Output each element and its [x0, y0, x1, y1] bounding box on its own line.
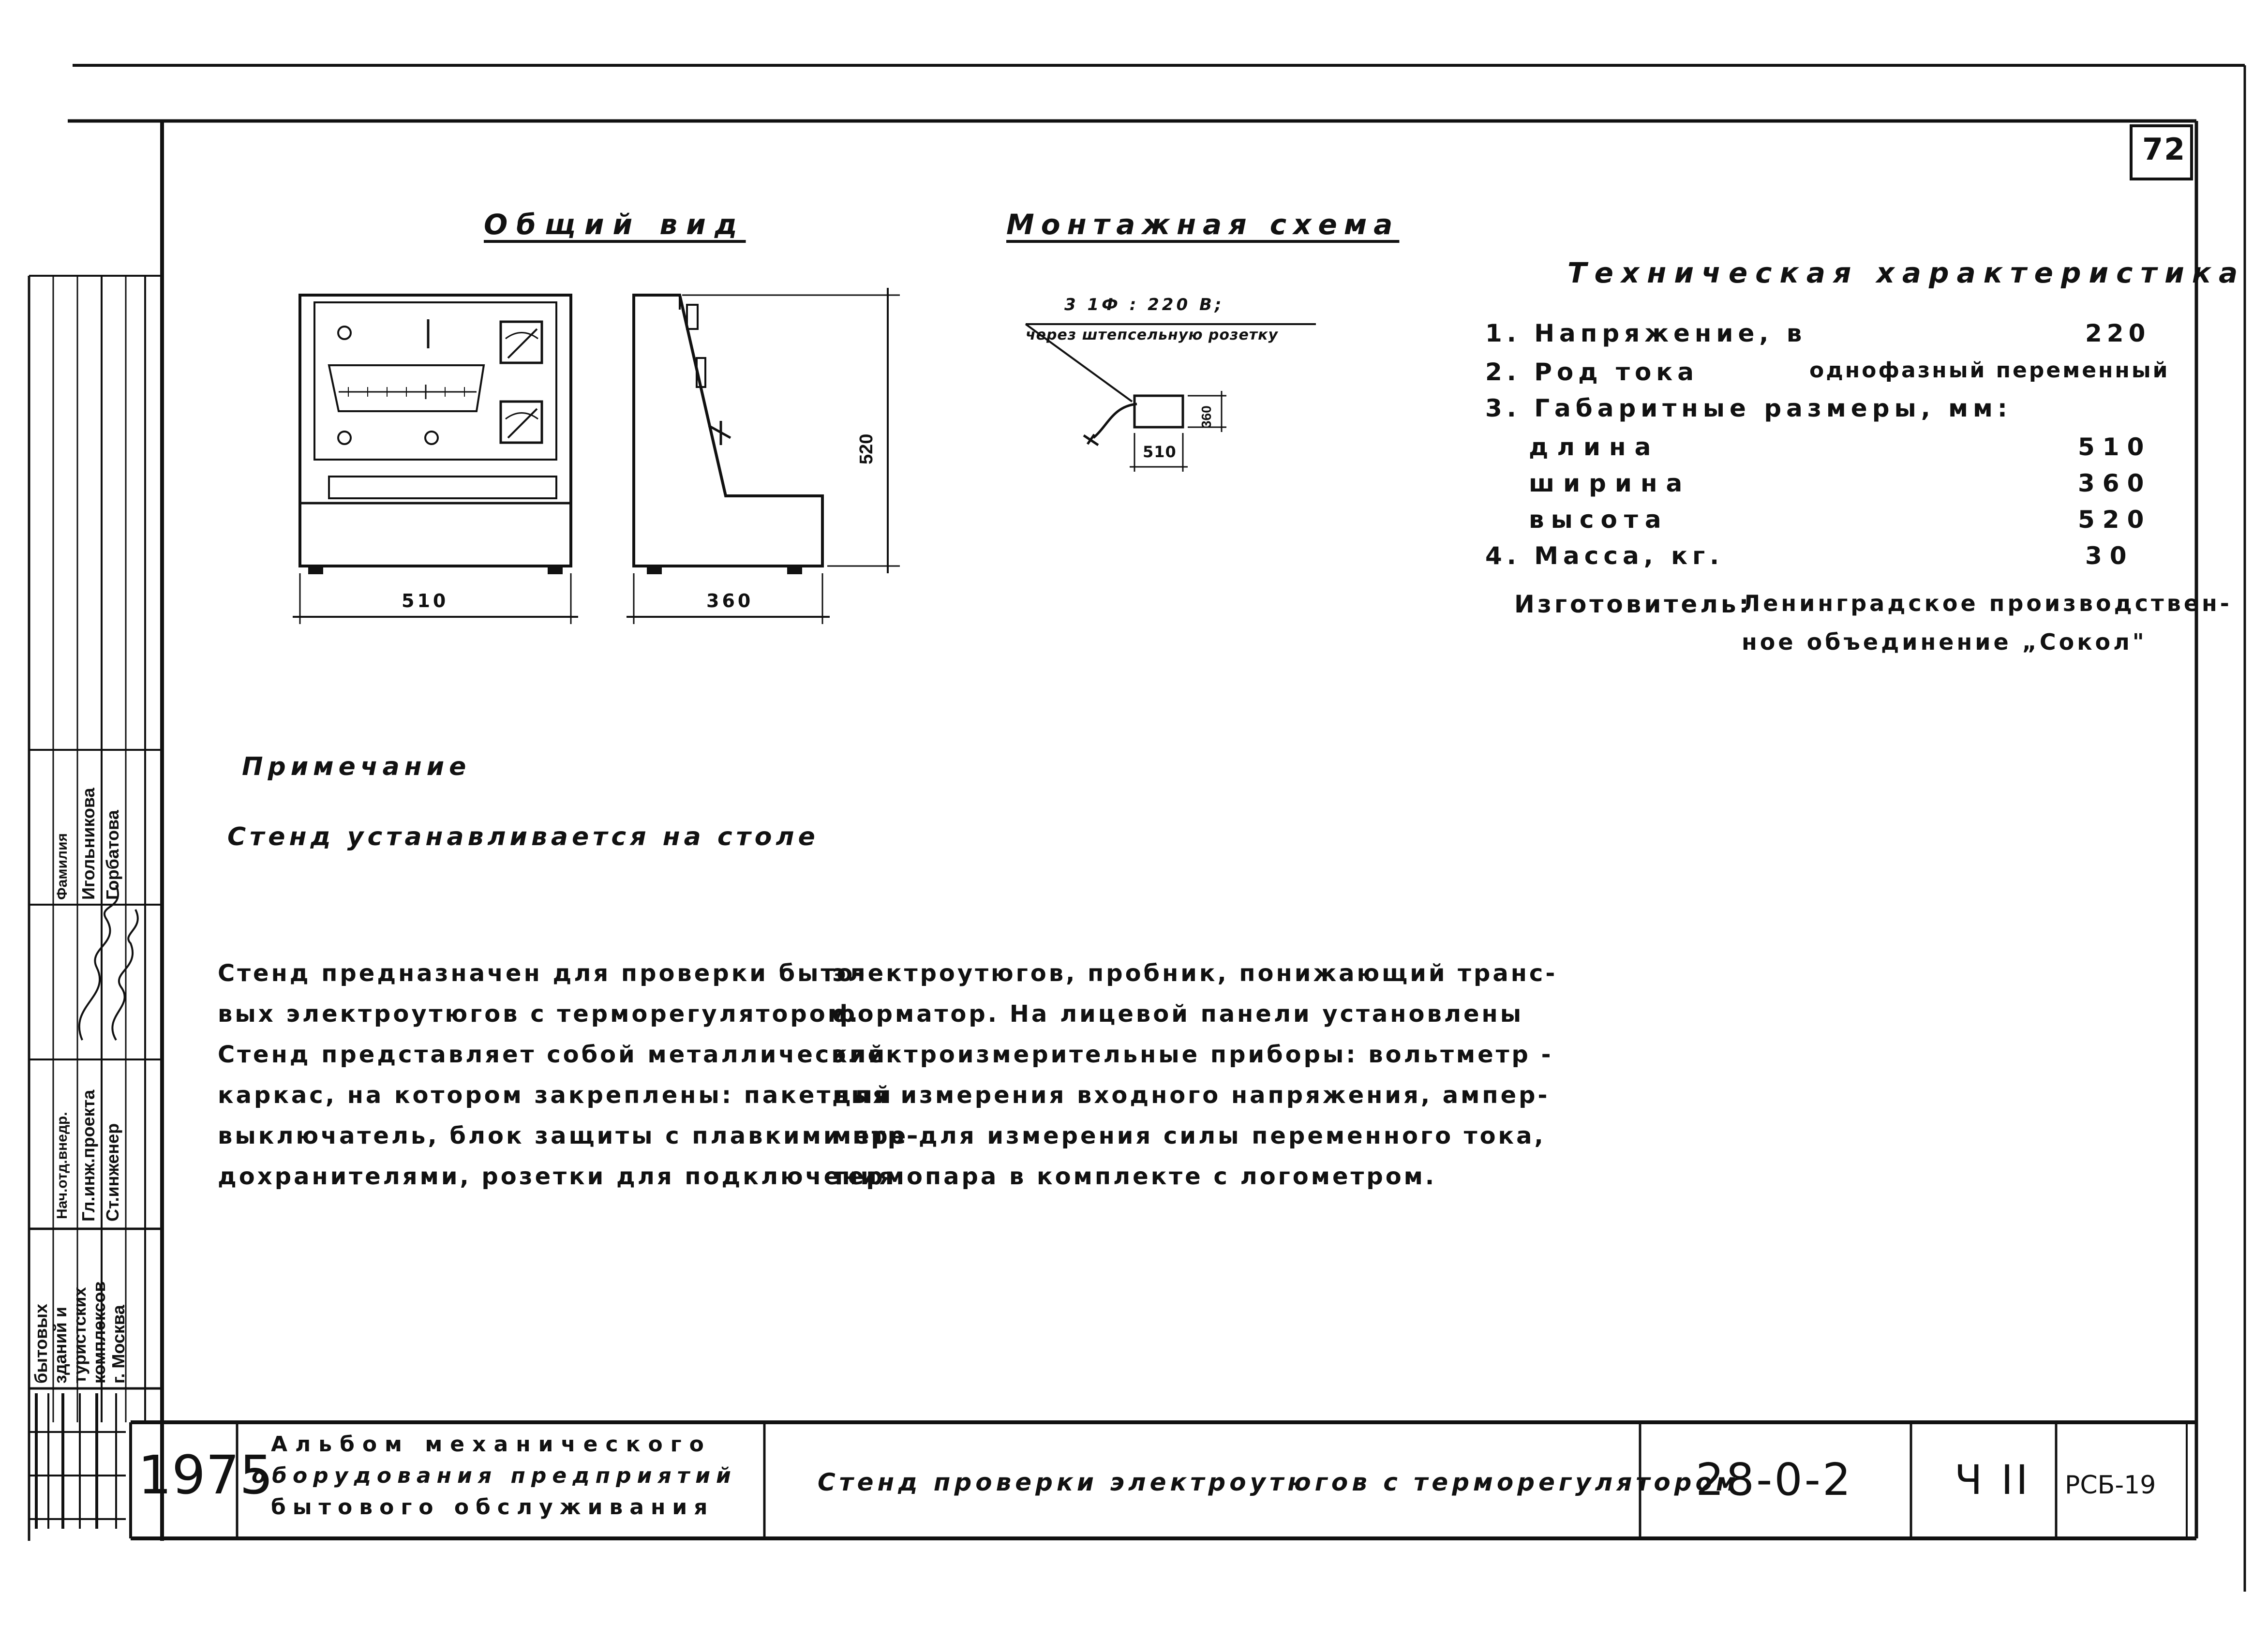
- manufacturer-line1: Ленинградское производствен-: [1742, 590, 2232, 616]
- spec-row-7-value: 30: [2085, 542, 2134, 570]
- album-line-1: Альбом механического: [271, 1432, 712, 1457]
- album-line-2: оборудования предприятий: [252, 1463, 737, 1488]
- stamp-header-names: Фамилия: [54, 833, 70, 900]
- description-line: термопара в комплекте с логометром.: [832, 1163, 1437, 1190]
- stamp-org-line-1: бытовых: [31, 1303, 51, 1384]
- description-line: электроизмерительные приборы: вольтметр -: [832, 1041, 1553, 1068]
- note-title: Примечание: [242, 752, 471, 781]
- wiring-width-dimension: 510: [1143, 443, 1177, 461]
- wiring-supply-line1: 3 1Ф : 220 В;: [1064, 295, 1224, 314]
- sheet-number: 72: [2142, 132, 2186, 167]
- wiring-supply-line2: через штепсельную розетку: [1026, 327, 1279, 343]
- spec-row-1-value: 220: [2085, 319, 2150, 347]
- drawing-title: Стенд проверки электроутюгов с терморегулятором: [818, 1468, 1740, 1496]
- description-line: форматор. На лицевой панели установлены: [832, 1000, 1524, 1028]
- description-line: выключатель, блок защиты с плавкими пре-: [218, 1122, 921, 1149]
- description-line: каркас, на котором закреплены: пакетный: [218, 1082, 894, 1109]
- note-text: Стенд устанавливается на столе: [227, 822, 819, 851]
- spec-row-5-value: 360: [2078, 469, 2152, 497]
- spec-row-6-value: 520: [2078, 506, 2152, 534]
- wiring-diagram-title: Монтажная схема: [1006, 208, 1400, 241]
- album-part: Ч II: [1955, 1456, 2031, 1504]
- front-width-dimension: 510: [402, 590, 449, 611]
- spec-row-7-label: 4. Масса, кг.: [1485, 542, 1724, 570]
- stamp-role-1: Гл.инж.проекта: [78, 1089, 98, 1222]
- stamp-org-line-5: г. Москва: [108, 1305, 128, 1384]
- stamp-header-roles: Нач.отд.внедр.: [54, 1112, 70, 1219]
- spec-row-4-value: 510: [2078, 433, 2152, 461]
- stamp-org-line-4: комплексов: [89, 1281, 109, 1384]
- spec-row-2-value: однофазный переменный: [1809, 358, 2170, 383]
- spec-row-3-label: 3. Габаритные размеры, мм:: [1485, 394, 2012, 422]
- description-line: дохранителями, розетки для подключения: [218, 1163, 896, 1190]
- sheet-code: РСБ-19: [2065, 1471, 2156, 1500]
- manufacturer-line2: ное объединение „Сокол": [1742, 629, 2147, 655]
- wiring-height-dimension: 360: [1199, 405, 1214, 428]
- description-column-1: [218, 953, 920, 1197]
- side-depth-dimension: 360: [706, 590, 754, 611]
- height-dimension: 520: [856, 433, 877, 464]
- stamp-org-line-3: туристских: [70, 1287, 90, 1384]
- description-column-2: [832, 953, 1557, 1197]
- stamp-role-2: Ст.инженер: [103, 1123, 122, 1222]
- stamp-name-2: Горбатова: [103, 810, 122, 900]
- description-line: электроутюгов, пробник, понижающий транс-: [832, 960, 1558, 987]
- description-line: вых электроутюгов с терморегулятором.: [218, 1000, 861, 1028]
- description-line: Стенд представляет собой металлический: [218, 1041, 887, 1068]
- spec-row-5-label: ширина: [1529, 469, 1691, 497]
- manufacturer-label: Изготовитель:: [1514, 590, 1752, 618]
- spec-row-1-label: 1. Напряжение, в: [1485, 319, 1807, 347]
- album-line-3: бытового обслуживания: [271, 1495, 715, 1520]
- general-view-title: Общий вид: [484, 208, 746, 241]
- description-line: для измерения входного напряжения, ампер-: [832, 1082, 1550, 1109]
- description-line: Стенд предназначен для проверки быто-: [218, 960, 867, 987]
- spec-row-2-label: 2. Род тока: [1485, 358, 1699, 386]
- description-line: метр-для измерения силы переменного тока,: [832, 1122, 1546, 1149]
- spec-row-6-label: высота: [1529, 506, 1668, 534]
- stamp-name-1: Игольникова: [78, 788, 98, 900]
- drawing-code: 28-0-2: [1696, 1454, 1853, 1506]
- title-block-year: 1975: [138, 1444, 273, 1506]
- spec-row-4-label: длина: [1529, 433, 1660, 461]
- stamp-org-line-2: зданий и: [50, 1307, 70, 1384]
- specs-title: Техническая характеристика: [1567, 256, 2246, 289]
